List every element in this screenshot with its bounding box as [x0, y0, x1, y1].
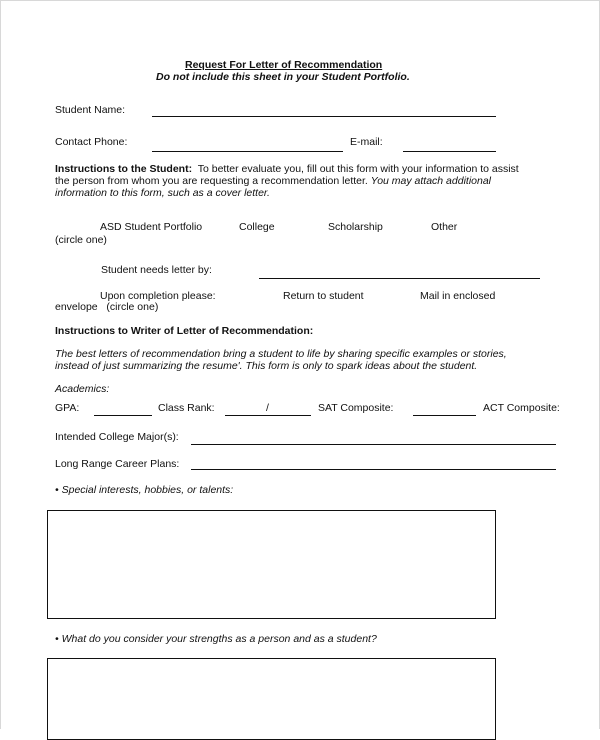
purpose-note: (circle one)	[55, 234, 107, 246]
sat-field[interactable]	[413, 415, 476, 416]
question-interests	[55, 484, 233, 496]
class-rank-separator: /	[266, 402, 269, 414]
needs-by-field[interactable]	[259, 278, 540, 279]
class-rank-field[interactable]	[225, 415, 311, 416]
completion-envelope: envelope	[55, 301, 98, 313]
bullet-icon: •	[55, 633, 59, 645]
career-field[interactable]	[191, 469, 556, 470]
writer-instructions-heading: Instructions to Writer of Letter of Recommendation:	[55, 325, 314, 337]
gpa-field[interactable]	[94, 415, 152, 416]
strengths-textarea[interactable]	[47, 658, 496, 740]
class-rank-label: Class Rank:	[158, 402, 215, 414]
student-instructions-text: To better evaluate you, fill out this form with your information to assist	[197, 163, 519, 175]
academics-heading: Academics:	[55, 383, 110, 395]
major-field[interactable]	[191, 444, 556, 445]
contact-phone-field[interactable]	[152, 151, 343, 152]
gpa-label: GPA:	[55, 402, 80, 414]
student-instructions-line1	[55, 163, 519, 175]
student-instructions-text2: the person from whom you are requesting a recommendation letter.	[55, 175, 368, 187]
purpose-option-portfolio[interactable]: ASD Student Portfolio	[100, 221, 203, 233]
completion-continuation	[55, 301, 158, 313]
bullet-icon: •	[55, 484, 59, 496]
purpose-option-college[interactable]: College	[239, 221, 275, 233]
student-instructions-italic: You may attach additional	[370, 175, 492, 187]
student-name-field[interactable]	[152, 116, 496, 117]
form-title: Request For Letter of Recommendation	[185, 59, 383, 71]
interests-textarea[interactable]	[47, 510, 496, 619]
student-instructions-line2	[55, 175, 491, 187]
student-name-label: Student Name:	[55, 104, 126, 116]
completion-label: Upon completion please:	[100, 290, 216, 302]
completion-option-mail[interactable]: Mail in enclosed	[420, 290, 496, 302]
act-label: ACT Composite:	[483, 402, 560, 414]
question-interests-text: Special interests, hobbies, or talents:	[61, 484, 234, 496]
sat-label: SAT Composite:	[318, 402, 394, 414]
career-label: Long Range Career Plans:	[55, 458, 180, 470]
email-field[interactable]	[403, 151, 496, 152]
completion-option-return[interactable]: Return to student	[283, 290, 364, 302]
student-instructions-heading: Instructions to the Student:	[55, 163, 193, 175]
major-label: Intended College Major(s):	[55, 431, 179, 443]
writer-instructions-line1: The best letters of recommendation bring a student to life by sharing specific examples or stories,	[55, 348, 507, 360]
question-strengths	[55, 633, 377, 645]
student-instructions-line3: information to this form, such as a cover letter.	[55, 187, 270, 199]
question-strengths-text: What do you consider your strengths as a person and as a student?	[61, 633, 377, 645]
contact-phone-label: Contact Phone:	[55, 136, 128, 148]
completion-note: (circle one)	[106, 301, 159, 313]
email-label: E-mail:	[350, 136, 383, 148]
form-subtitle: Do not include this sheet in your Student Portfolio.	[156, 71, 410, 83]
needs-by-label: Student needs letter by:	[101, 264, 212, 276]
writer-instructions-line2: instead of just summarizing the resume'. This form is only to spark ideas about the student.	[55, 360, 478, 372]
purpose-option-scholarship[interactable]: Scholarship	[328, 221, 383, 233]
purpose-option-other[interactable]: Other	[431, 221, 458, 233]
